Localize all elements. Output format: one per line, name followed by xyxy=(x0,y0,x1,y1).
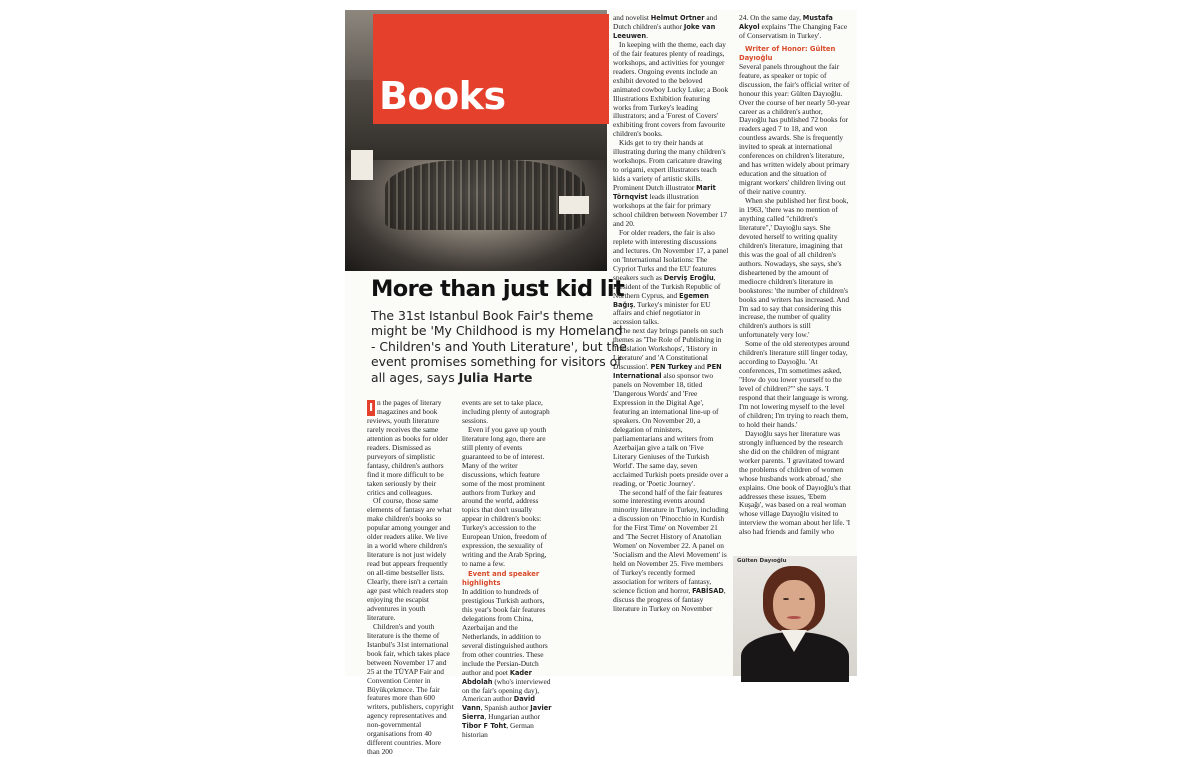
body-column-4 xyxy=(739,14,851,537)
paragraph-text: and xyxy=(694,362,705,372)
magazine-page xyxy=(345,10,857,757)
standfirst xyxy=(371,308,629,385)
paragraph: Of course, those same elements of fantasy are what make children's books so popular among younger and older readers alike. We live in a world where children's literature is not just widely read but appears frequently on all-time bestseller lists. Clearly, there isn't a certain age past which readers stop enjoying the escapist adventures in youth literature. xyxy=(367,496,452,622)
paragraph xyxy=(613,327,729,488)
subheading-writer-of-honor: Writer of Honor: Gülten Dayıoğlu xyxy=(739,44,836,62)
paragraph xyxy=(613,14,729,41)
section-label: Books xyxy=(379,74,506,118)
headline: More than just kid lit xyxy=(371,276,625,302)
portrait-caption: Gülten Dayıoğlu xyxy=(737,558,787,564)
paragraph-text: leads illustration workshops at the fair for primary school children between November 17 and 20. xyxy=(613,192,728,228)
paragraph: Children's and youth literature is the theme of Istanbul's 31st international book fair, which takes place between November 17 and 25 at the TÜYAP Fair and Convention Center in Büyükçekmece. The fair features more than 600 writers, publishers, copyright agency representatives and non-governmental organisations from 40 different countries. More than 200 xyxy=(367,621,454,757)
person-name: Javier Sierra xyxy=(462,704,552,722)
paragraph-text: (who's interviewed on the fair's opening day), American author xyxy=(462,676,551,704)
paragraph-text: , President of the Turkish Republic of Northern Cyprus, and xyxy=(613,272,721,300)
body-column-1 xyxy=(367,399,455,757)
photo-stall xyxy=(559,196,589,214)
dropcap: I xyxy=(368,401,374,414)
paragraph-text: and Dutch children's author xyxy=(613,13,718,31)
paragraph-text: , German historian xyxy=(462,721,534,740)
person-name: Kader Abdolah xyxy=(462,668,532,686)
portrait-face xyxy=(773,580,815,630)
photo-stall xyxy=(351,150,373,180)
subheading-event-highlights: Event and speaker highlights xyxy=(462,570,540,588)
paragraph-text: 24. On the same day, xyxy=(739,13,801,22)
paragraph-text: n the pages of literary magazines and book reviews, youth literature rarely receives the same attention as books for older readers. Dismissed as purveyors of simplistic fantasy, children's authors find it more difficult to be taken seriously by their critics and colleagues. xyxy=(367,398,448,497)
paragraph-text: In addition to hundreds of prestigious Turkish authors, this year's book fair features delegations from China, Azerbaijan and the Netherlands, in addition to several distinguished authors from other countries. These include the Persian-Dutch author and poet xyxy=(462,587,548,677)
paragraph-text: Kids get to try their hands at illustrating during the many children's workshops. From caricature drawing to origami, expert illustrators teach kids a variety of artistic skills. Prominent Dutch illustrator xyxy=(613,138,726,193)
paragraph xyxy=(739,14,851,41)
paragraph-text: , Turkey's minister for EU affairs and chief negotiator in accession talks. xyxy=(613,299,711,327)
paragraph-text: also sponsor two panels on November 18, titled 'Dangerous Words' and 'Free Expression in the Digital Age', featuring an international line-up of speakers. On November 20, a delegation of ministers, parliamentarians and writers from Azerbaijan give a talk on 'Five Literary Geniuses of the Turkish World'. The same day, seven acclaimed Turkish poets preside over a reading, or 'Poetic Journey'. xyxy=(613,371,729,488)
paragraph: When she published her first book, in 1963, 'there was no mention of anything called "children's literature",' Dayıoğlu says. She devoted herself to writing quality children's literature, imagining that this was the goal of all children's authors. Nowadays, she says, she's disheartened by the amount of mediocre children's literature in bookstores: 'the number of children's books and writers has increased. And I'm sad to say that considering this increase, the number of quality children's authors is still unfortunately very low.' xyxy=(739,196,850,340)
author-portrait xyxy=(733,556,857,676)
book-fair-photo xyxy=(345,10,607,271)
author-name: Julia Harte xyxy=(458,369,533,385)
section-label-box xyxy=(373,14,609,124)
paragraph: Even if you gave up youth literature long ago, there are still plenty of events guaranteed to be of interest. Many of the writer discussions, which feature some of the most prominent authors from Turkey and around the world, address topics that don't usually appear in children's books: Turkey's accession to the European Union, freedom of expression, the sexuality of writing and the Arab Spring, to name a few. xyxy=(462,424,547,569)
paragraph-text: explains 'The Changing Face of Conservatism in Turkey'. xyxy=(739,21,848,40)
organisation-name: PEN Turkey xyxy=(650,363,693,372)
paragraph xyxy=(367,399,455,497)
person-name: Mustafa Akyol xyxy=(739,14,833,31)
person-name: Helmut Ortner xyxy=(650,14,705,22)
paragraph xyxy=(613,229,729,327)
person-name: Marit Törnqvist xyxy=(613,184,716,202)
paragraph-text: . xyxy=(646,30,648,40)
paragraph-text: , Hungarian author xyxy=(484,712,541,722)
paragraph-text: , Spanish author xyxy=(480,703,529,713)
portrait-eye xyxy=(783,598,789,600)
paragraph-text: The second half of the fair features some interesting events around minority literature in Turkey, including a discussion on 'Pinocchio in Kurdish for the First Time' on November 21 and 'The Secret History of Anatolian Women' on November 22. A panel on 'Socialism and the Alevi Movement' is held on November 25. Five members of Turkey's recently formed association for writers of fantasy, science fiction and horror, xyxy=(613,487,729,595)
organisation-name: PEN International xyxy=(613,363,722,381)
paragraph-text: and novelist xyxy=(613,13,649,22)
standfirst-text: The 31st Istanbul Book Fair's theme might be 'My Childhood is my Homeland - Children's and Youth Literature', but the event promises something for visitors of all ages, says xyxy=(371,308,627,385)
paragraph xyxy=(613,489,729,614)
paragraph-text: For older readers, the fair is also replete with interesting discussions and lectures. On November 17, a panel on 'International Isolations: The Cypriot Turks and the EU' features speakers such as xyxy=(613,227,729,282)
portrait-mouth xyxy=(787,616,801,619)
paragraph xyxy=(613,139,729,229)
organisation-name: FABİSAD xyxy=(692,587,724,595)
person-name: Tibor F Toht xyxy=(462,722,507,731)
person-name: David Vann xyxy=(462,695,535,713)
person-name: Joke van Leeuwen xyxy=(613,22,716,40)
person-name: Egemen Bağış xyxy=(613,291,709,309)
paragraph: events are set to take place, including plenty of autograph sessions. xyxy=(462,398,550,425)
paragraph-text: The next day brings panels on such themes as 'The Role of Publishing in Translation Workshops', 'History in Literature' and 'A Constitutional Discussion'. xyxy=(613,326,724,372)
paragraph: Dayıoğlu says her literature was strongly influenced by the research she did on the children of migrant worker parents. 'I gravitated toward the problems of children of women whose husbands work abroad,' she explains. One book of Dayıoğlu's that addresses these issues, 'Ebem Kuşağı', was based on a real woman whose village Dayıoğlu visited to interview the woman about her life. 'I also had friends and family who xyxy=(739,428,851,537)
paragraph: In keeping with the theme, each day of the fair features plenty of readings, workshops, and activities for younger readers. Ongoing events include an exhibit devoted to the beloved animated cowboy Lucky Luke; a Book Illustrations Exhibition featuring works from Turkey's leading illustrators; and a 'Forest of Covers' exhibiting front covers from favourite children's books. xyxy=(613,39,729,139)
body-column-3 xyxy=(613,14,729,614)
portrait-eye xyxy=(799,598,805,600)
body-column-2 xyxy=(462,399,552,740)
paragraph: Several panels throughout the fair feature, as speaker or topic of discussion, the fair's official writer of honour this year: Gülten Dayıoğlu. Over the course of her nearly 50-year career as a children's author, Dayıoğlu has published 72 books for readers aged 7 to 18, and won countless awards. She is frequently invited to speak at international conferences on children's literature, and has written widely about primary education and the situation of migrant workers' children living out of their native country. xyxy=(739,61,850,197)
photo-crowd xyxy=(385,160,585,230)
paragraph-text: , discuss the progress of fantasy literature in Turkey on November xyxy=(613,586,726,613)
paragraph xyxy=(462,588,552,740)
person-name: Derviş Eroğlu xyxy=(663,273,714,282)
paragraph: Some of the old stereotypes around children's literature still linger today, according to Dayıoğlu. 'At conferences, I'm sometimes asked, "How do you lower yourself to the level of children?"' she says. 'I respond that their language is wrong. I'm not lowering myself to the level of children; I'm trying to reach them, to hold their hands.' xyxy=(739,339,850,429)
